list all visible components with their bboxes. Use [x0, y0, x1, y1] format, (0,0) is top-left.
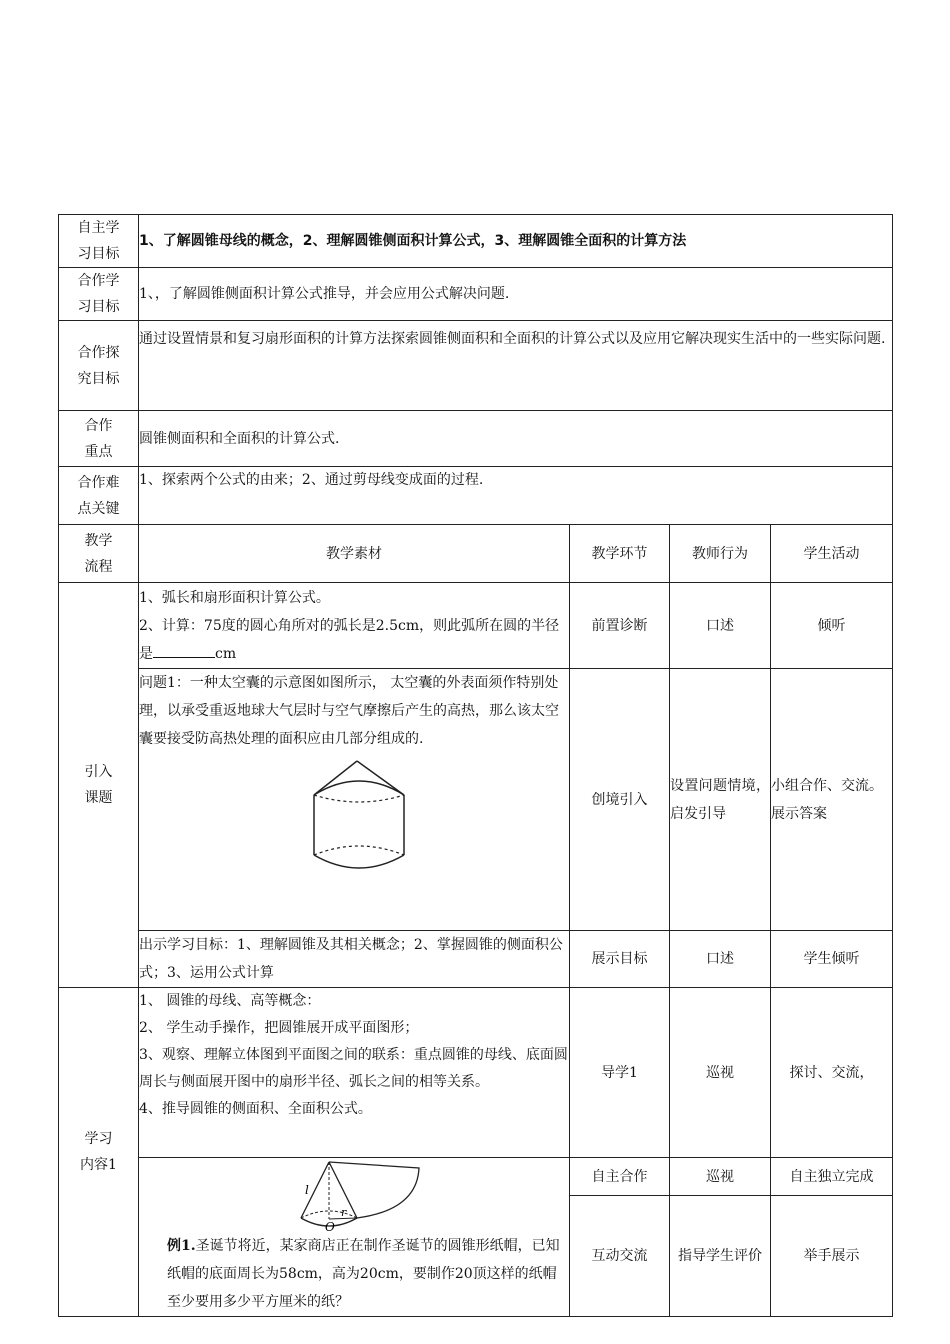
- row-explore-goal: [59, 321, 893, 411]
- teacher-cell: 巡视: [670, 1158, 771, 1196]
- row-intro-1: [59, 583, 893, 669]
- study-material-1: [139, 988, 570, 1158]
- student-cell: 倾听: [771, 583, 893, 669]
- cone-figure: [289, 1158, 429, 1232]
- row-difficulty: [59, 467, 893, 525]
- study-example: [139, 1158, 570, 1317]
- label-line: 合作学: [77, 273, 120, 289]
- stage-cell: 互动交流: [570, 1196, 670, 1317]
- capsule-figure: [309, 759, 409, 869]
- self-goal-text: 1、了解圆锥母线的概念，2、理解圆锥侧面积计算公式，3、理解圆锥全面积的计算方法: [139, 215, 893, 268]
- material-line: 1、 圆锥的母线、高等概念：: [139, 993, 321, 1009]
- stage-cell: 展示目标: [570, 931, 670, 988]
- label-explore-goal: [59, 321, 139, 411]
- label-key-point: [59, 411, 139, 467]
- student-cell: 学生倾听: [771, 931, 893, 988]
- student-cell: 举手展示: [771, 1196, 893, 1317]
- intro-material-3: 出示学习目标：1、理解圆锥及其相关概念；2、掌握圆锥的侧面积公式；3、运用公式计算: [139, 931, 570, 988]
- label-line: 引入: [84, 764, 113, 780]
- problem-text: 问题1：一种太空囊的示意图如图所示， 太空囊的外表面须作特别处理，以承受重返地球大气层时与空气摩擦后产生的高热，那么该太空囊要接受防高热处理的面积应由几部分组成的.: [139, 675, 559, 747]
- example-text: [139, 1232, 569, 1316]
- teacher-cell: 设置问题情境，启发引导: [670, 669, 771, 931]
- teacher-cell: 指导学生评价: [670, 1196, 771, 1317]
- label-line: 内容1: [80, 1157, 117, 1173]
- intro-material-2: [139, 669, 570, 931]
- label-line: 教学: [84, 532, 113, 549]
- label-line: 习目标: [77, 246, 120, 262]
- row-coop-goal: [59, 268, 893, 321]
- row-self-goal: [59, 215, 893, 268]
- label-self-goal: [59, 215, 139, 268]
- row-flow-header: [59, 525, 893, 583]
- label-study: [59, 988, 139, 1317]
- intro-material-1: [139, 583, 570, 669]
- material-line: [139, 612, 569, 668]
- col-header-material: 教学素材: [139, 525, 570, 583]
- label-intro: [59, 583, 139, 988]
- example-head: 例1.: [167, 1238, 196, 1254]
- material-line: 3、观察、理解立体图到平面图之间的联系：重点圆锥的母线、底面圆周长与侧面展开图中的扇形半径、弧长之间的相等关系。: [139, 1047, 568, 1090]
- label-line: 学习: [84, 1131, 113, 1147]
- row-intro-3: [59, 931, 893, 988]
- stage-cell: 前置诊断: [570, 583, 670, 669]
- stage-cell: 自主合作: [570, 1158, 670, 1196]
- slant-label: l: [305, 1183, 309, 1197]
- radius-label: r: [341, 1206, 347, 1219]
- col-header-student: 学生活动: [771, 525, 893, 583]
- material-line: 4、推导圆锥的侧面积、全面积公式。: [139, 1101, 372, 1117]
- calc-question: 2、计算：75度的圆心角所对的弧长是2.5cm，则此弧所在圆的半径是: [139, 617, 560, 662]
- teacher-cell: 口述: [670, 931, 771, 988]
- stage-cell: 导学1: [570, 988, 670, 1158]
- material-line: 1、弧长和扇形面积计算公式。: [139, 589, 330, 606]
- label-line: 点关键: [77, 500, 120, 517]
- student-cell: 自主独立完成: [771, 1158, 893, 1196]
- coop-goal-text: 1、，了解圆锥侧面积计算公式推导，并会应用公式解决问题.: [139, 268, 893, 321]
- label-line: 合作探: [77, 344, 120, 361]
- label-line: 究目标: [77, 370, 120, 387]
- col-header-stage: 教学环节: [570, 525, 670, 583]
- example-body: 圣诞节将近，某家商店正在制作圣诞节的圆锥形纸帽，已知纸帽的底面周长为58cm，高为20cm，要制作20顶这样的纸帽至少要用多少平方厘米的纸？: [167, 1238, 560, 1310]
- answer-blank: [153, 643, 215, 658]
- unit-label: cm: [215, 645, 237, 662]
- label-line: 习目标: [77, 299, 120, 315]
- label-line: 重点: [84, 443, 113, 460]
- student-cell: 探讨、交流，: [771, 988, 893, 1158]
- row-key-point: [59, 411, 893, 467]
- row-study-1: [59, 988, 893, 1158]
- label-line: 流程: [84, 558, 113, 575]
- label-line: 课题: [84, 790, 113, 806]
- label-line: 合作: [84, 417, 113, 434]
- key-point-text: 圆锥侧面积和全面积的计算公式.: [139, 411, 893, 467]
- label-flow: [59, 525, 139, 583]
- lesson-plan-table: [58, 214, 893, 1317]
- row-intro-2: [59, 669, 893, 931]
- label-difficulty: [59, 467, 139, 525]
- label-line: 合作难: [77, 474, 120, 491]
- difficulty-text: 1、探索两个公式的由来；2、通过剪母线变成面的过程.: [139, 467, 893, 525]
- label-coop-goal: [59, 268, 139, 321]
- center-label: O: [325, 1220, 335, 1232]
- teacher-cell: 巡视: [670, 988, 771, 1158]
- explore-goal-text: 通过设置情景和复习扇形面积的计算方法探索圆锥侧面积和全面积的计算公式以及应用它解决现实生活中的一些实际问题.: [139, 321, 893, 411]
- teacher-cell: 口述: [670, 583, 771, 669]
- label-line: 自主学: [77, 220, 120, 236]
- row-study-2: [59, 1158, 893, 1196]
- col-header-teacher: 教师行为: [670, 525, 771, 583]
- student-cell: 小组合作、交流。展示答案: [771, 669, 893, 931]
- material-line: 2、 学生动手操作，把圆锥展开成平面图形；: [139, 1020, 419, 1036]
- stage-cell: 创境引入: [570, 669, 670, 931]
